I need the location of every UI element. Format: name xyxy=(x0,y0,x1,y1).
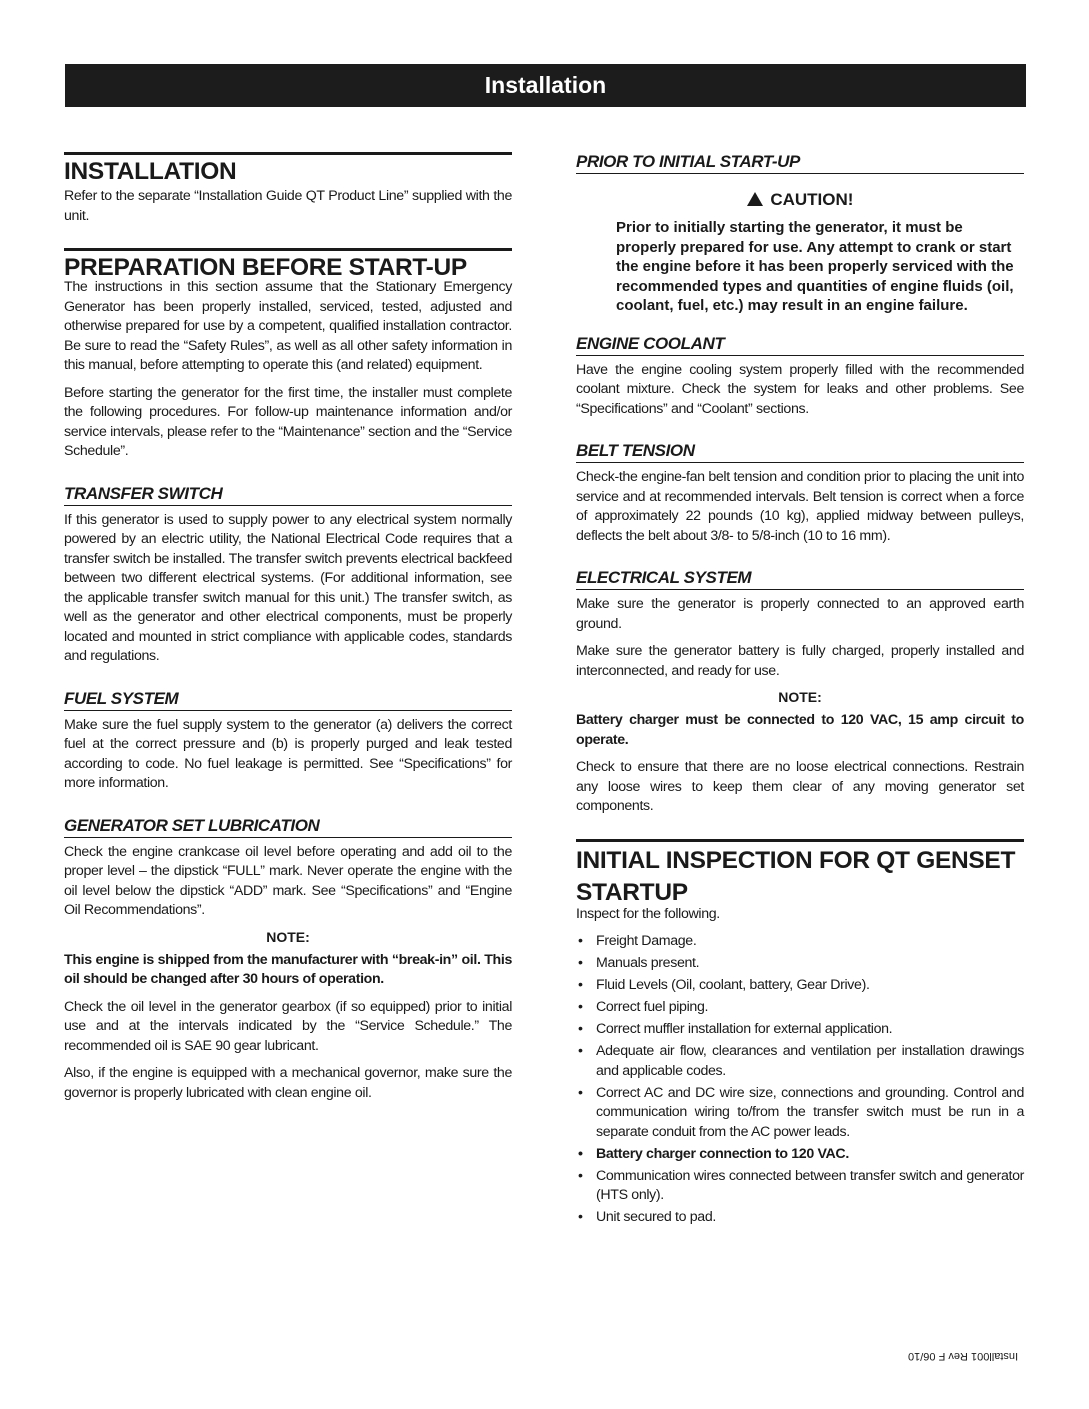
fuel-system-body: Make sure the fuel supply system to the generator (a) delivers the correct fuel at the correct pressure and (b) is properly purged and leak tested according to code. No fuel leakage is permitted. See “Specifications” for more information. xyxy=(64,716,512,791)
engine-coolant-body: Have the engine cooling system properly filled with the recommended coolant mixture. Check the system for leaks and other problems. See “Specifications” and “Coolant” sections. xyxy=(576,361,1024,417)
transfer-switch-heading: TRANSFER SWITCH xyxy=(64,484,512,506)
caution-text: Prior to initially starting the generator, it must be properly prepared for use. Any attempt to crank or start the engine before it has been properly serviced with the recommended types and quantities of engine fluids (oil, coolant, fuel, etc.) may result in an engine failure. xyxy=(616,219,1014,315)
list-item: • Correct fuel piping. xyxy=(576,998,1024,1018)
list-item: • Adequate air flow, clearances and ventilation per installation drawings and applicable codes. xyxy=(576,1042,1024,1081)
fuel-system-heading: FUEL SYSTEM xyxy=(64,689,512,711)
inspection-list xyxy=(576,932,1024,1228)
inspection-intro: Inspect for the following. xyxy=(576,905,720,922)
list-item: • Unit secured to pad. xyxy=(576,1208,1024,1228)
lubrication-paragraph-2: Check the oil level in the generator gearbox (if so equipped) prior to initial use and at the intervals indicated by the “Service Schedule.” The recommended oil is SAE 90 gear lubricant. xyxy=(64,998,512,1054)
list-item: • Correct muffler installation for external application. xyxy=(576,1020,1024,1040)
electrical-paragraph-3: Check to ensure that there are no loose electrical connections. Restrain any loose wires to keep them clear of any moving generator set components. xyxy=(576,759,1024,815)
document-code: Install001 Rev F 06/10 xyxy=(908,1350,1019,1362)
list-item: • Fluid Levels (Oil, coolant, battery, Gear Drive). xyxy=(576,976,1024,996)
list-item: • Communication wires connected between transfer switch and generator (HTS only). xyxy=(576,1167,1024,1206)
preparation-paragraph-2: Before starting the generator for the first time, the installer must complete the following procedures. For follow-up maintenance information and/or service intervals, please refer to the “Maintenance” section and the “Service Schedule”. xyxy=(64,384,512,459)
lubrication-note-text: This engine is shipped from the manufacturer with “break-in” oil. This oil should be changed after 30 hours of operation. xyxy=(64,951,512,987)
list-item: • Battery charger connection to 120 VAC. xyxy=(576,1145,1024,1165)
electrical-note-label: NOTE: xyxy=(778,689,822,706)
installation-body: Refer to the separate “Installation Guide QT Product Line” supplied with the unit. xyxy=(64,188,512,224)
caution-label: CAUTION! xyxy=(770,190,854,209)
lubrication-heading: GENERATOR SET LUBRICATION xyxy=(64,816,512,838)
caution-title xyxy=(576,190,1024,210)
installation-heading: INSTALLATION xyxy=(64,152,512,185)
electrical-paragraph-1: Make sure the generator is properly connected to an approved earth ground. xyxy=(576,596,1024,632)
lubrication-paragraph-1: Check the engine crankcase oil level before operating and add oil to the proper level – the dipstick “FULL” mark. Never operate the engine with the oil level below the dipstick “ADD” mark. See “Specifications” and “Engine Oil Recommendations”. xyxy=(64,843,512,918)
electrical-note-text: Battery charger must be connected to 120 VAC, 15 amp circuit to operate. xyxy=(576,712,1024,748)
list-item: • Manuals present. xyxy=(576,954,1024,974)
left-column xyxy=(64,152,512,1111)
lubrication-paragraph-3: Also, if the engine is equipped with a mechanical governor, make sure the governor is properly lubricated with clean engine oil. xyxy=(64,1065,512,1101)
banner-title: Installation xyxy=(484,72,607,98)
transfer-switch-body: If this generator is used to supply power to any electrical system normally powered by an electric utility, the National Electrical Code requires that a transfer switch be installed. The transfer switch prevents electrical backfeed between two different electrical systems. (For additional information, see the applicable transfer switch manual for this unit.) The transfer switch, as well as the generator and other electrical components, must be properly located and mounted in strict compliance with applicable codes, standards and regulations. xyxy=(64,511,512,664)
lubrication-note-label: NOTE: xyxy=(266,928,310,945)
right-column xyxy=(576,152,1024,1230)
prior-startup-heading: PRIOR TO INITIAL START-UP xyxy=(576,152,1024,174)
page-banner xyxy=(65,64,1026,107)
warning-triangle-icon xyxy=(747,192,763,206)
electrical-system-heading: ELECTRICAL SYSTEM xyxy=(576,568,1024,590)
engine-coolant-heading: ENGINE COOLANT xyxy=(576,334,1024,356)
belt-tension-body: Check-the engine-fan belt tension and condition prior to placing the unit into service and at recommended intervals. Belt tension is correct when a force of approximately 22 pounds (10 kg), applied midway between pulleys, deflects the belt about 3/8- to 5/8-inch (10 to 16 mm). xyxy=(576,469,1024,544)
belt-tension-heading: BELT TENSION xyxy=(576,441,1024,463)
inspection-heading: INITIAL INSPECTION FOR QT GENSET STARTUP xyxy=(576,839,1024,909)
preparation-heading: PREPARATION BEFORE START-UP xyxy=(64,248,512,281)
preparation-paragraph-1: The instructions in this section assume that the Stationary Emergency Generator has been properly installed, serviced, tested, adjusted and otherwise prepared for use by a competent, qualified installation contractor. Be sure to read the “Safety Rules”, as well as all other safety information in this manual, before attempting to operate this (and related) equipment. xyxy=(64,279,512,373)
list-item: • Correct AC and DC wire size, connections and grounding. Control and communication wiring to/from the transfer switch must be run in a separate conduit from the AC power leads. xyxy=(576,1084,1024,1143)
electrical-paragraph-2: Make sure the generator battery is fully charged, properly installed and interconnected, and ready for use. xyxy=(576,643,1024,679)
list-item: • Freight Damage. xyxy=(576,932,1024,952)
